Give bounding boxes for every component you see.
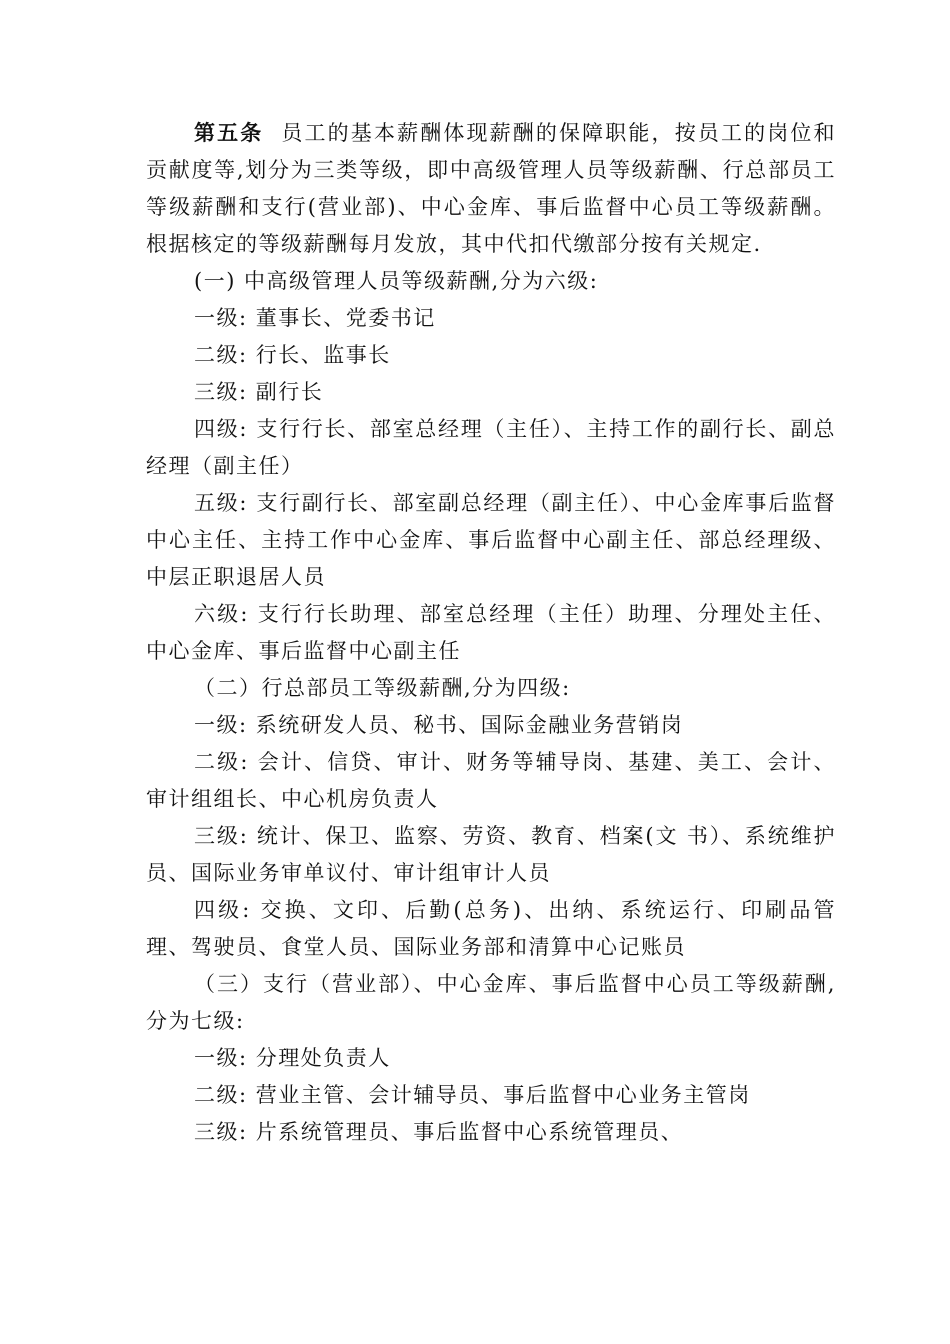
- article-intro: 员工的基本薪酬体现薪酬的保障职能，按员工的岗位和贡献度等,划分为三类等级，即中高级管理人员等级薪酬、行总部员工等级薪酬和支行(营业部)、中心金库、事后监督中心员工等级薪酬。根据核定的等级薪酬每月发放，其中代扣代缴部分按有关规定.: [146, 121, 837, 256]
- section3-item: 三级: 片系统管理员、事后监督中心系统管理员、: [194, 1120, 684, 1144]
- section2-item: 三级: 统计、保卫、监察、劳资、教育、档案(文 书）、系统维护员、国际业务审单议付、审计组审计人员: [146, 824, 836, 885]
- document-body: [146, 114, 836, 1151]
- section1-item: 二级: 行长、监事长: [194, 343, 391, 367]
- section3-title: （三）支行（营业部）、中心金库、事后监督中心员工等级薪酬,分为七级:: [146, 972, 836, 1033]
- section1-item: 五级: 支行副行长、部室副总经理（副主任）、中心金库事后监督中心主任、主持工作中心金库、事后监督中心副主任、部总经理级、中层正职退居人员: [146, 491, 836, 589]
- section1-item: 六级: 支行行长助理、部室总经理（主任）助理、分理处主任、中心金库、事后监督中心副主任: [146, 602, 836, 663]
- section1-item: 四级: 支行行长、部室总经理（主任）、主持工作的副行长、副总经理（副主任）: [146, 417, 836, 478]
- section2-item: 四级: 交换、文印、后勤(总务)、出纳、系统运行、印刷品管理、驾驶员、食堂人员、国际业务部和清算中心记账员: [146, 898, 836, 959]
- section3-item: 二级: 营业主管、会计辅导员、事后监督中心业务主管岗: [194, 1083, 751, 1107]
- article-paragraph: [146, 114, 836, 263]
- section2-title: （二）行总部员工等级薪酬,分为四级:: [194, 676, 571, 700]
- section1-item: 三级: 副行长: [194, 380, 324, 404]
- section2-item: 二级: 会计、信贷、审计、财务等辅导岗、基建、美工、会计、审计组组长、中心机房负责人: [146, 750, 836, 811]
- section3-item: 一级: 分理处负责人: [194, 1046, 391, 1070]
- section1-item: 一级: 董事长、党委书记: [194, 306, 436, 330]
- section1-title: (一) 中高级管理人员等级薪酬,分为六级:: [194, 269, 599, 293]
- article-heading: 第五条: [194, 120, 264, 145]
- section2-item: 一级: 系统研发人员、秘书、国际金融业务营销岗: [194, 713, 684, 737]
